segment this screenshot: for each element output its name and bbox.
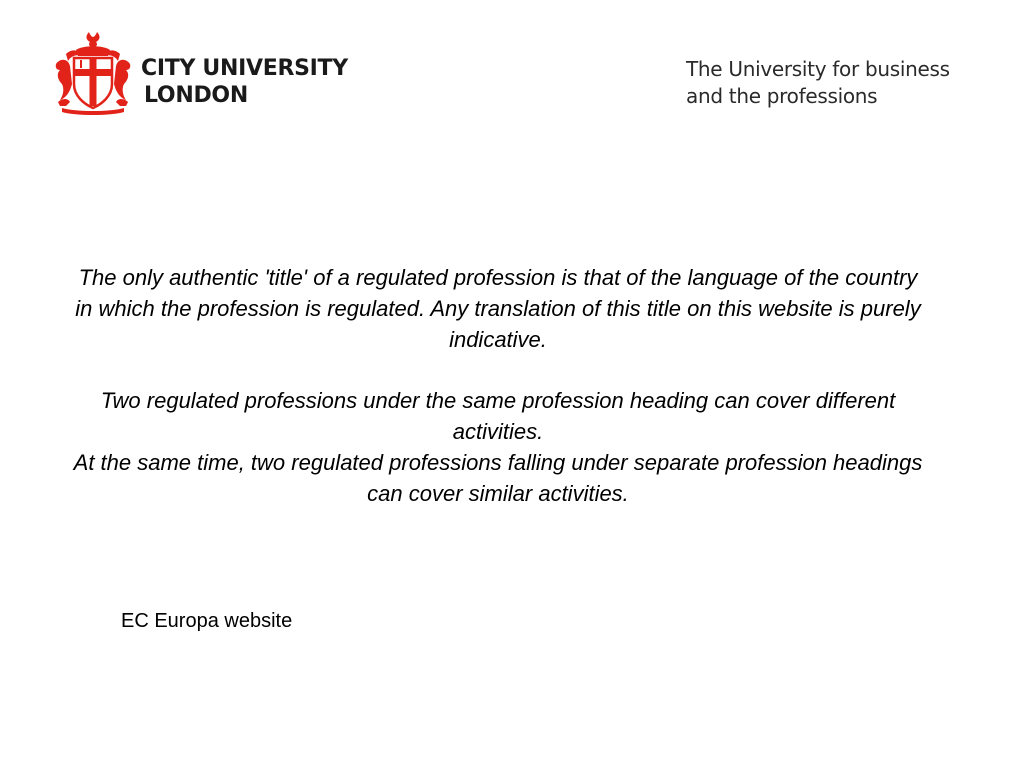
city-university-crest-icon [52, 28, 134, 116]
disclaimer-paragraph-different-activities: Two regulated professions under the same profession heading can cover different activities. [100, 388, 896, 444]
university-logo-wordmark [141, 55, 348, 109]
disclaimer-paragraph-similar-activities: At the same time, two regulated professions falling under separate profession headings can cover similar activities. [73, 450, 923, 506]
tagline-line1: The University for business [686, 57, 950, 81]
university-tagline [686, 56, 950, 110]
logo-name-line2: LONDON [144, 83, 248, 108]
disclaimer-paragraph-title: The only authentic 'title' of a regulated profession is that of the language of the country in which the profession is regulated. Any translation of this title on this website is purely indicative. [75, 265, 921, 352]
tagline-line2: and the professions [686, 84, 878, 108]
logo-name-line1: CITY UNIVERSITY [141, 56, 348, 81]
ec-europa-website-link[interactable]: EC Europa website [121, 610, 293, 632]
